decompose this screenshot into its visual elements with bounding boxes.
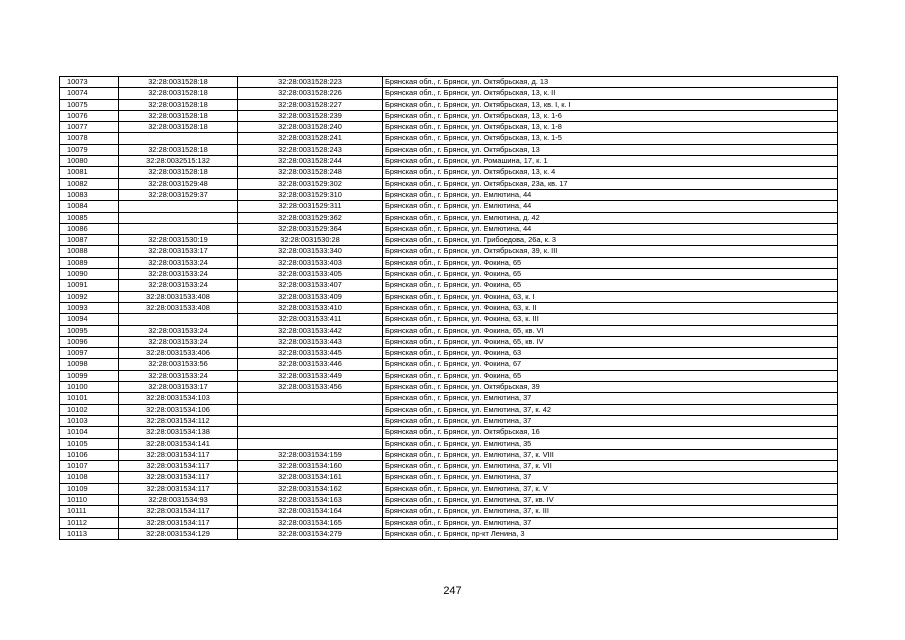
record-number-cell: 10080 [60, 156, 119, 167]
address-cell: Брянская обл., г. Брянск, ул. Фокина, 63, к. II [383, 302, 838, 313]
land-parcel-cadastral-cell: 32:28:0031534:117 [119, 461, 238, 472]
address-cell: Брянская обл., г. Брянск, ул. Октябрьская, д. 13 [383, 77, 838, 88]
object-cadastral-cell: 32:28:0031529:311 [238, 201, 383, 212]
address-cell: Брянская обл., г. Брянск, ул. Емлютина, 37, к. 42 [383, 404, 838, 415]
land-parcel-cadastral-cell: 32:28:0031528:18 [119, 88, 238, 99]
table-row [60, 235, 838, 246]
land-parcel-cadastral-cell [119, 223, 238, 234]
record-number-cell: 10101 [60, 393, 119, 404]
record-number-cell: 10092 [60, 291, 119, 302]
address-cell: Брянская обл., г. Брянск, ул. Фокина, 65, кв. IV [383, 336, 838, 347]
record-number-cell: 10099 [60, 370, 119, 381]
registry-table-body [60, 77, 838, 540]
address-cell: Брянская обл., г. Брянск, ул. Фокина, 65 [383, 370, 838, 381]
address-cell: Брянская обл., г. Брянск, ул. Фокина, 67 [383, 359, 838, 370]
land-parcel-cadastral-cell: 32:28:0031533:408 [119, 291, 238, 302]
table-row [60, 201, 838, 212]
table-row [60, 393, 838, 404]
address-cell: Брянская обл., г. Брянск, ул. Емлютина, 37, к. V [383, 483, 838, 494]
object-cadastral-cell: 32:28:0031528:240 [238, 122, 383, 133]
address-cell: Брянская обл., г. Брянск, ул. Емлютина, 37, к. VIII [383, 449, 838, 460]
table-row [60, 291, 838, 302]
record-number-cell: 10106 [60, 449, 119, 460]
object-cadastral-cell [238, 393, 383, 404]
address-cell: Брянская обл., г. Брянск, ул. Фокина, 65 [383, 257, 838, 268]
address-cell: Брянская обл., г. Брянск, ул. Емлютина, 44 [383, 201, 838, 212]
table-row [60, 110, 838, 121]
land-parcel-cadastral-cell: 32:28:0031528:18 [119, 122, 238, 133]
table-row [60, 528, 838, 539]
object-cadastral-cell: 32:28:0031528:239 [238, 110, 383, 121]
land-parcel-cadastral-cell: 32:28:0031533:17 [119, 246, 238, 257]
record-number-cell: 10093 [60, 302, 119, 313]
table-row [60, 122, 838, 133]
land-parcel-cadastral-cell: 32:28:0031530:19 [119, 235, 238, 246]
table-row [60, 517, 838, 528]
address-cell: Брянская обл., г. Брянск, ул. Ромашина, 17, к. 1 [383, 156, 838, 167]
object-cadastral-cell: 32:28:0031528:248 [238, 167, 383, 178]
object-cadastral-cell: 32:28:0031534:159 [238, 449, 383, 460]
address-cell: Брянская обл., г. Брянск, ул. Фокина, 63, к. III [383, 314, 838, 325]
table-row [60, 246, 838, 257]
record-number-cell: 10077 [60, 122, 119, 133]
object-cadastral-cell: 32:28:0031530:28 [238, 235, 383, 246]
address-cell: Брянская обл., г. Брянск, ул. Октябрьская, 13, к. 1-8 [383, 122, 838, 133]
table-row [60, 472, 838, 483]
land-parcel-cadastral-cell: 32:28:0031528:18 [119, 167, 238, 178]
land-parcel-cadastral-cell: 32:28:0031528:18 [119, 110, 238, 121]
object-cadastral-cell: 32:28:0031533:411 [238, 314, 383, 325]
land-parcel-cadastral-cell: 32:28:0031534:117 [119, 483, 238, 494]
address-cell: Брянская обл., г. Брянск, ул. Емлютина, д. 42 [383, 212, 838, 223]
land-parcel-cadastral-cell: 32:28:0031534:106 [119, 404, 238, 415]
table-row [60, 167, 838, 178]
table-row [60, 88, 838, 99]
object-cadastral-cell: 32:28:0031529:310 [238, 189, 383, 200]
table-row [60, 336, 838, 347]
address-cell: Брянская обл., г. Брянск, ул. Октябрьская, 13, к. II [383, 88, 838, 99]
table-row [60, 144, 838, 155]
table-row [60, 370, 838, 381]
land-parcel-cadastral-cell: 32:28:0031533:24 [119, 336, 238, 347]
land-parcel-cadastral-cell [119, 314, 238, 325]
object-cadastral-cell: 32:28:0031533:405 [238, 269, 383, 280]
object-cadastral-cell: 32:28:0031529:364 [238, 223, 383, 234]
object-cadastral-cell: 32:28:0031533:410 [238, 302, 383, 313]
record-number-cell: 10103 [60, 415, 119, 426]
object-cadastral-cell: 32:28:0031533:456 [238, 382, 383, 393]
land-parcel-cadastral-cell: 32:28:0031534:103 [119, 393, 238, 404]
object-cadastral-cell [238, 438, 383, 449]
object-cadastral-cell: 32:28:0031534:161 [238, 472, 383, 483]
land-parcel-cadastral-cell: 32:28:0031533:24 [119, 257, 238, 268]
table-row [60, 189, 838, 200]
record-number-cell: 10083 [60, 189, 119, 200]
object-cadastral-cell: 32:28:0031528:244 [238, 156, 383, 167]
object-cadastral-cell [238, 427, 383, 438]
object-cadastral-cell: 32:28:0031534:162 [238, 483, 383, 494]
address-cell: Брянская обл., г. Брянск, ул. Октябрьская, 13 [383, 144, 838, 155]
record-number-cell: 10082 [60, 178, 119, 189]
object-cadastral-cell: 32:28:0031533:407 [238, 280, 383, 291]
table-row [60, 461, 838, 472]
table-row [60, 99, 838, 110]
record-number-cell: 10104 [60, 427, 119, 438]
land-parcel-cadastral-cell: 32:28:0031528:18 [119, 99, 238, 110]
address-cell: Брянская обл., г. Брянск, ул. Октябрьская, 39, к. III [383, 246, 838, 257]
land-parcel-cadastral-cell [119, 133, 238, 144]
record-number-cell: 10087 [60, 235, 119, 246]
table-row [60, 302, 838, 313]
address-cell: Брянская обл., г. Брянск, ул. Грибоедова, 26а, к. 3 [383, 235, 838, 246]
object-cadastral-cell: 32:28:0031534:279 [238, 528, 383, 539]
record-number-cell: 10074 [60, 88, 119, 99]
address-cell: Брянская обл., г. Брянск, ул. Емлютина, 37 [383, 472, 838, 483]
table-row [60, 77, 838, 88]
object-cadastral-cell [238, 404, 383, 415]
record-number-cell: 10110 [60, 494, 119, 505]
table-row [60, 359, 838, 370]
address-cell: Брянская обл., г. Брянск, ул. Емлютина, 37 [383, 415, 838, 426]
record-number-cell: 10081 [60, 167, 119, 178]
object-cadastral-cell: 32:28:0031528:226 [238, 88, 383, 99]
table-row [60, 449, 838, 460]
land-parcel-cadastral-cell: 32:28:0031534:117 [119, 506, 238, 517]
record-number-cell: 10113 [60, 528, 119, 539]
record-number-cell: 10112 [60, 517, 119, 528]
record-number-cell: 10108 [60, 472, 119, 483]
object-cadastral-cell: 32:28:0031533:449 [238, 370, 383, 381]
land-parcel-cadastral-cell: 32:28:0031528:18 [119, 77, 238, 88]
record-number-cell: 10085 [60, 212, 119, 223]
record-number-cell: 10089 [60, 257, 119, 268]
object-cadastral-cell: 32:28:0031533:403 [238, 257, 383, 268]
table-row [60, 404, 838, 415]
object-cadastral-cell: 32:28:0031528:227 [238, 99, 383, 110]
object-cadastral-cell: 32:28:0031529:302 [238, 178, 383, 189]
land-parcel-cadastral-cell: 32:28:0031533:56 [119, 359, 238, 370]
record-number-cell: 10098 [60, 359, 119, 370]
record-number-cell: 10086 [60, 223, 119, 234]
land-parcel-cadastral-cell: 32:28:0031533:24 [119, 325, 238, 336]
record-number-cell: 10084 [60, 201, 119, 212]
land-parcel-cadastral-cell: 32:28:0031533:406 [119, 348, 238, 359]
record-number-cell: 10102 [60, 404, 119, 415]
land-parcel-cadastral-cell: 32:28:0031534:138 [119, 427, 238, 438]
registry-table [59, 76, 838, 540]
address-cell: Брянская обл., г. Брянск, ул. Емлютина, 35 [383, 438, 838, 449]
address-cell: Брянская обл., г. Брянск, ул. Емлютина, 44 [383, 223, 838, 234]
record-number-cell: 10109 [60, 483, 119, 494]
object-cadastral-cell: 32:28:0031528:223 [238, 77, 383, 88]
record-number-cell: 10079 [60, 144, 119, 155]
address-cell: Брянская обл., г. Брянск, пр-кт Ленина, 3 [383, 528, 838, 539]
address-cell: Брянская обл., г. Брянск, ул. Фокина, 65 [383, 269, 838, 280]
land-parcel-cadastral-cell: 32:28:0031534:117 [119, 517, 238, 528]
land-parcel-cadastral-cell: 32:28:0031533:408 [119, 302, 238, 313]
object-cadastral-cell: 32:28:0031533:340 [238, 246, 383, 257]
record-number-cell: 10096 [60, 336, 119, 347]
land-parcel-cadastral-cell: 32:28:0031528:18 [119, 144, 238, 155]
table-row [60, 325, 838, 336]
record-number-cell: 10073 [60, 77, 119, 88]
table-row [60, 494, 838, 505]
address-cell: Брянская обл., г. Брянск, ул. Емлютина, 44 [383, 189, 838, 200]
table-row [60, 348, 838, 359]
land-parcel-cadastral-cell: 32:28:0031529:48 [119, 178, 238, 189]
address-cell: Брянская обл., г. Брянск, ул. Октябрьская, 13, кв. I, к. I [383, 99, 838, 110]
land-parcel-cadastral-cell: 32:28:0031533:24 [119, 280, 238, 291]
address-cell: Брянская обл., г. Брянск, ул. Октябрьская, 13, к. 4 [383, 167, 838, 178]
address-cell: Брянская обл., г. Брянск, ул. Емлютина, 37, к. III [383, 506, 838, 517]
address-cell: Брянская обл., г. Брянск, ул. Емлютина, 37 [383, 393, 838, 404]
land-parcel-cadastral-cell: 32:28:0031534:141 [119, 438, 238, 449]
object-cadastral-cell: 32:28:0031533:443 [238, 336, 383, 347]
address-cell: Брянская обл., г. Брянск, ул. Емлютина, 37, кв. IV [383, 494, 838, 505]
record-number-cell: 10100 [60, 382, 119, 393]
object-cadastral-cell: 32:28:0031534:163 [238, 494, 383, 505]
address-cell: Брянская обл., г. Брянск, ул. Фокина, 63, к. I [383, 291, 838, 302]
object-cadastral-cell [238, 415, 383, 426]
record-number-cell: 10097 [60, 348, 119, 359]
object-cadastral-cell: 32:28:0031533:445 [238, 348, 383, 359]
table-row [60, 156, 838, 167]
table-row [60, 415, 838, 426]
table-row [60, 427, 838, 438]
land-parcel-cadastral-cell: 32:28:0031533:24 [119, 269, 238, 280]
record-number-cell: 10094 [60, 314, 119, 325]
record-number-cell: 10091 [60, 280, 119, 291]
table-row [60, 257, 838, 268]
land-parcel-cadastral-cell: 32:28:0031534:117 [119, 472, 238, 483]
land-parcel-cadastral-cell: 32:28:0031534:112 [119, 415, 238, 426]
land-parcel-cadastral-cell: 32:28:0031534:117 [119, 449, 238, 460]
table-row [60, 483, 838, 494]
object-cadastral-cell: 32:28:0031533:446 [238, 359, 383, 370]
table-row [60, 223, 838, 234]
land-parcel-cadastral-cell: 32:28:0031529:37 [119, 189, 238, 200]
object-cadastral-cell: 32:28:0031534:160 [238, 461, 383, 472]
record-number-cell: 10078 [60, 133, 119, 144]
table-row [60, 212, 838, 223]
object-cadastral-cell: 32:28:0031533:442 [238, 325, 383, 336]
address-cell: Брянская обл., г. Брянск, ул. Фокина, 63 [383, 348, 838, 359]
table-row [60, 314, 838, 325]
land-parcel-cadastral-cell [119, 201, 238, 212]
table-row [60, 178, 838, 189]
land-parcel-cadastral-cell: 32:28:0031534:129 [119, 528, 238, 539]
object-cadastral-cell: 32:28:0031528:241 [238, 133, 383, 144]
table-row [60, 280, 838, 291]
table-row [60, 269, 838, 280]
land-parcel-cadastral-cell [119, 212, 238, 223]
record-number-cell: 10111 [60, 506, 119, 517]
object-cadastral-cell: 32:28:0031534:165 [238, 517, 383, 528]
land-parcel-cadastral-cell: 32:28:0032515:132 [119, 156, 238, 167]
address-cell: Брянская обл., г. Брянск, ул. Октябрьская, 13, к. 1-5 [383, 133, 838, 144]
record-number-cell: 10088 [60, 246, 119, 257]
record-number-cell: 10090 [60, 269, 119, 280]
table-row [60, 438, 838, 449]
object-cadastral-cell: 32:28:0031533:409 [238, 291, 383, 302]
object-cadastral-cell: 32:28:0031529:362 [238, 212, 383, 223]
table-row [60, 506, 838, 517]
address-cell: Брянская обл., г. Брянск, ул. Октябрьская, 23а, кв. 17 [383, 178, 838, 189]
page-number: 247 [443, 585, 462, 597]
record-number-cell: 10076 [60, 110, 119, 121]
object-cadastral-cell: 32:28:0031528:243 [238, 144, 383, 155]
address-cell: Брянская обл., г. Брянск, ул. Октябрьская, 13, к. 1-6 [383, 110, 838, 121]
record-number-cell: 10095 [60, 325, 119, 336]
record-number-cell: 10075 [60, 99, 119, 110]
land-parcel-cadastral-cell: 32:28:0031533:17 [119, 382, 238, 393]
table-row [60, 382, 838, 393]
address-cell: Брянская обл., г. Брянск, ул. Емлютина, 37 [383, 517, 838, 528]
address-cell: Брянская обл., г. Брянск, ул. Емлютина, 37, к. VII [383, 461, 838, 472]
land-parcel-cadastral-cell: 32:28:0031534:93 [119, 494, 238, 505]
object-cadastral-cell: 32:28:0031534:164 [238, 506, 383, 517]
table-row [60, 133, 838, 144]
land-parcel-cadastral-cell: 32:28:0031533:24 [119, 370, 238, 381]
record-number-cell: 10105 [60, 438, 119, 449]
address-cell: Брянская обл., г. Брянск, ул. Октябрьская, 16 [383, 427, 838, 438]
record-number-cell: 10107 [60, 461, 119, 472]
address-cell: Брянская обл., г. Брянск, ул. Фокина, 65, кв. VI [383, 325, 838, 336]
address-cell: Брянская обл., г. Брянск, ул. Фокина, 65 [383, 280, 838, 291]
address-cell: Брянская обл., г. Брянск, ул. Октябрьская, 39 [383, 382, 838, 393]
